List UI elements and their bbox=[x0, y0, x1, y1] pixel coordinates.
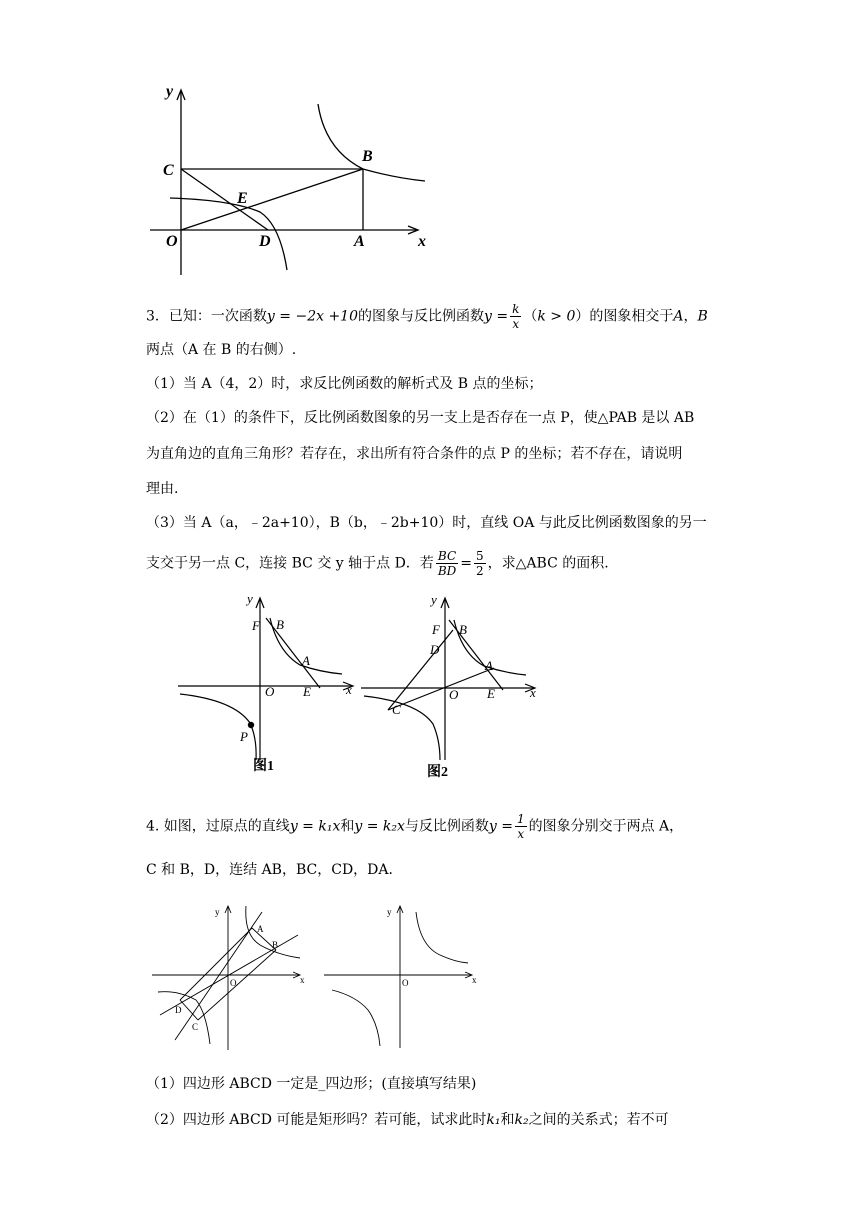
label-O: O bbox=[402, 978, 409, 988]
label-C: C bbox=[192, 1022, 199, 1032]
label-B: B bbox=[362, 148, 373, 165]
label-O: O bbox=[166, 233, 178, 250]
point-P bbox=[248, 722, 254, 728]
label-O: O bbox=[230, 978, 237, 988]
figure-2 bbox=[358, 588, 542, 780]
q3-line-2: 两点（A 在 B 的右侧）. bbox=[146, 342, 297, 358]
label-x: x bbox=[346, 682, 352, 697]
label-O: O bbox=[265, 684, 275, 699]
q3-part-3-line-2: 支交于另一点 C，连接 BC 交 y 轴于点 D．若 $\frac{BC}{BD}$ = $\frac{5}{2}$ ，求△ABC 的面积. bbox=[146, 549, 609, 578]
q3-part-1: （1）当 A（4，2）时，求反比例函数的解析式及 B 点的坐标； bbox=[146, 376, 543, 392]
q4-line-1: 4. 如图，过原点的直线y = k₁x和y = k₂x与反比例函数y = $\frac{1}{x}$ 的图象分别交于两点 A， bbox=[146, 812, 684, 841]
hyperbola-branch-2 bbox=[332, 990, 380, 1046]
label-y: y bbox=[431, 592, 437, 607]
hyperbola-branch-1 bbox=[246, 906, 300, 958]
label-x: x bbox=[530, 685, 536, 700]
label-y: y bbox=[247, 591, 253, 606]
figure-4 bbox=[318, 900, 484, 1052]
label-F: F bbox=[432, 622, 440, 637]
q3-part-2-line-3: 理由. bbox=[146, 481, 179, 497]
line-CB bbox=[388, 630, 453, 710]
label-F: F bbox=[252, 618, 260, 633]
line-FE bbox=[266, 618, 320, 688]
q4-equation-k1x: y = k₁x bbox=[289, 818, 341, 835]
label-B: B bbox=[272, 940, 279, 950]
label-A: A bbox=[354, 233, 365, 250]
figure-3 bbox=[148, 900, 312, 1052]
q4-part-1: （1）四边形 ABCD 一定是_四边形；(直接填写结果) bbox=[146, 1076, 477, 1092]
hyperbola-branch-1 bbox=[416, 912, 468, 963]
label-y: y bbox=[215, 907, 220, 917]
label-D: D bbox=[175, 1005, 182, 1015]
q4-part-2: （2）四边形 ABCD 可能是矩形吗？若可能，试求此时k₁和k₂之间的关系式；若不可 bbox=[146, 1112, 669, 1128]
hyperbola-branch-2 bbox=[364, 696, 440, 760]
label-A: A bbox=[257, 924, 264, 934]
label-A: A bbox=[302, 653, 310, 668]
label-E: E bbox=[237, 190, 248, 207]
figure-1 bbox=[176, 588, 360, 778]
q3-part-3-line-1: （3）当 A（a，﹣2a+10），B（b，﹣2b+10）时，直线 OA 与此反比例函数图象的另一 bbox=[146, 515, 707, 531]
q4-line-2: C 和 B，D，连结 AB，BC，CD，DA． bbox=[146, 862, 403, 878]
label-A: A bbox=[485, 658, 493, 673]
figure-2-caption: 图2 bbox=[427, 765, 448, 780]
q3-fraction-k-over-x: $\frac{k}{x}$ bbox=[512, 302, 520, 331]
q3-line-1: 3．已知：一次函数y = −2x +10的图象与反比例函数y = $\frac{k}{x}$ （k > 0）的图象相交于A，B bbox=[146, 302, 708, 331]
label-C: C bbox=[163, 162, 174, 179]
label-y: y bbox=[387, 907, 392, 917]
label-D: D bbox=[430, 642, 440, 657]
figure-1-caption: 图1 bbox=[253, 759, 274, 774]
label-x: x bbox=[418, 233, 426, 250]
label-B: B bbox=[459, 622, 467, 637]
q3-equation-linear: y = −2x +10 bbox=[266, 308, 358, 325]
segment-BC bbox=[198, 950, 276, 1020]
label-E: E bbox=[303, 684, 311, 699]
label-x: x bbox=[300, 975, 305, 985]
label-E: E bbox=[487, 686, 495, 701]
label-y: y bbox=[166, 83, 174, 100]
line-CA bbox=[388, 668, 494, 710]
label-P: P bbox=[240, 729, 248, 744]
q3-part-2-line-2: 为直角边的直角三角形？若存在，求出所有符合条件的点 P 的坐标；若不存在，请说明 bbox=[146, 446, 683, 462]
q4-equation-k2x: y = k₂x bbox=[354, 818, 405, 835]
label-O: O bbox=[449, 687, 459, 702]
q3-fraction-5-2: $\frac{5}{2}$ bbox=[476, 549, 484, 578]
segment-DA bbox=[180, 928, 252, 1000]
q3-fraction-bc-bd: $\frac{BC}{BD}$ bbox=[437, 549, 457, 578]
label-C: C bbox=[392, 702, 401, 717]
top-figure bbox=[150, 80, 440, 280]
segment-OB bbox=[181, 169, 363, 230]
q3-part-2-line-1: （2）在（1）的条件下，反比例函数图象的另一支上是否存在一点 P，使△PAB 是以 AB bbox=[146, 410, 695, 426]
q4-fraction-1-over-x: $\frac{1}{x}$ bbox=[516, 812, 525, 841]
label-D: D bbox=[259, 233, 271, 250]
label-B: B bbox=[276, 617, 284, 632]
hyperbola-branch-2 bbox=[180, 694, 256, 760]
label-x: x bbox=[472, 975, 477, 985]
